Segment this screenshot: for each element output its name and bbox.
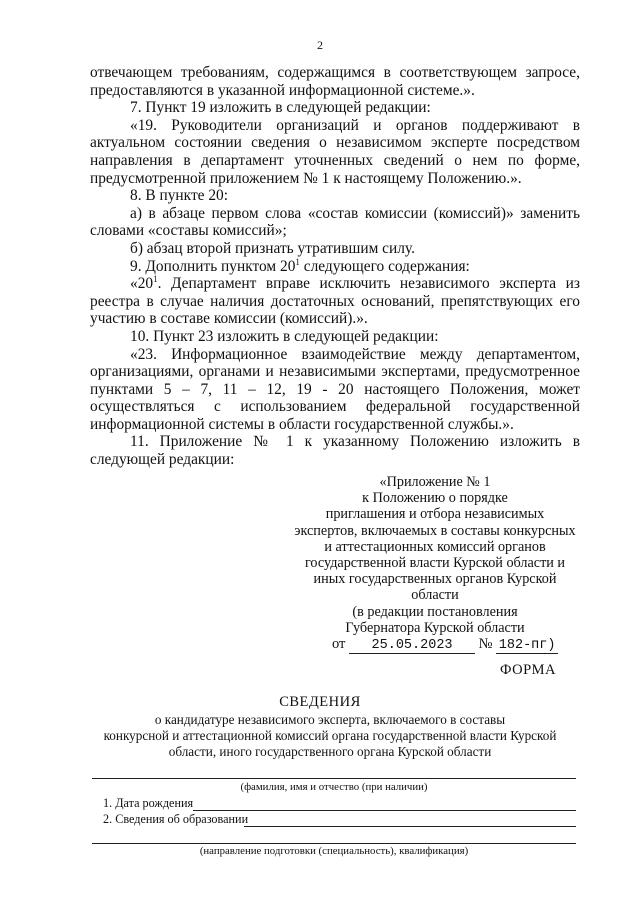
- appendix-line: государственной власти Курской области и: [304, 555, 566, 572]
- paragraph-clause-23: «23. Информационное взаимодействие между департаментом, организациями, органами и независимыми экспертами, предусмотренное пунктами 5 – 7, 11 – 12, 19 - 20 настоящего Положения, может осуществляться с использованием федеральной государственной информационной системы в области государственной службы.».: [90, 345, 580, 433]
- paragraph-item-9: 9. Дополнить пунктом $20^1$ следующего содержания:: [130, 256, 470, 275]
- paragraph-clause-19: «19. Руководители организаций и органов поддерживают в актуальном состоянии сведения о независимом эксперте посредством направления в департамент уточненных сведений о нем по форме, предусмотренной приложением № 1 к настоящему Положению.».: [90, 116, 580, 187]
- qualification-line: [92, 843, 576, 844]
- appendix-line: экспертов, включаемых в составы конкурсных: [294, 522, 576, 539]
- appendix-line: (в редакции постановления: [352, 603, 518, 620]
- fio-caption: (фамилия, имя и отчество (при наличии): [240, 781, 428, 793]
- appendix-line: иных государственных органов Курской: [313, 571, 557, 588]
- form-label: ФОРМА: [500, 662, 557, 678]
- paragraph-item-7: 7. Пункт 19 изложить в следующей редакции:: [130, 99, 431, 117]
- appendix-header: [292, 474, 578, 636]
- appendix-line: «Приложение № 1: [379, 474, 491, 490]
- appendix-line: к Положению о порядке: [362, 490, 508, 507]
- appendix-line: приглашения и отбора независимых: [325, 506, 545, 523]
- paragraph-item-10: 10. Пункт 23 изложить в следующей редакции:: [130, 327, 439, 345]
- paragraph-continuation: отвечающем требованиям, содержащимся в соответствующем запросе, предоставляются в указанной информационной системе.».: [90, 64, 580, 99]
- superscript: 1: [153, 274, 158, 284]
- paragraph-item-11: 11. Приложение № 1 к указанному Положению изложить в следующей редакции:: [90, 433, 580, 469]
- education-line: [244, 826, 576, 827]
- decree-body: [90, 64, 580, 469]
- fio-line: [92, 778, 576, 779]
- appendix-line: и аттестационных комиссий органов: [324, 538, 546, 555]
- paragraph-item-8: 8. В пункте 20:: [130, 187, 229, 205]
- decree-date: 25.05.2023: [371, 638, 453, 653]
- decree-number: 182-пг): [498, 638, 556, 653]
- form-subtitle: о кандидатуре независимого эксперта, включаемого в составы конкурсной и аттестационной комиссий органа государственной власти Курской области, иного государственного органа Курской области: [103, 712, 557, 759]
- birthdate-field-label: 1. Дата рождения: [103, 796, 194, 810]
- paragraph-clause-20-1: «$20^1$. Департамент вправе исключить независимого эксперта из реестра в случае наличия достаточных оснований, препятствующих его участию в составе комиссии (комиссий).».: [90, 274, 580, 328]
- decree-date-line: от 25.05.2023 № 182-пг): [332, 636, 580, 654]
- birthdate-line: [193, 810, 576, 811]
- paragraph-item-8b: б) абзац второй признать утратившим силу.: [130, 239, 415, 257]
- paragraph-item-8a: а) в абзаце первом слова «состав комиссии (комиссий)» заменить словами «составы комиссий»;: [90, 204, 580, 240]
- form-title: СВЕДЕНИЯ: [279, 694, 361, 710]
- qualification-caption: (направление подготовки (специальность), квалификация): [199, 845, 469, 857]
- page-number: 2: [317, 38, 323, 52]
- appendix-line: Губернатора Курской области: [345, 619, 525, 636]
- education-field-label: 2. Сведения об образовании: [103, 812, 249, 826]
- appendix-line: области: [411, 587, 459, 604]
- superscript: 1: [295, 256, 300, 267]
